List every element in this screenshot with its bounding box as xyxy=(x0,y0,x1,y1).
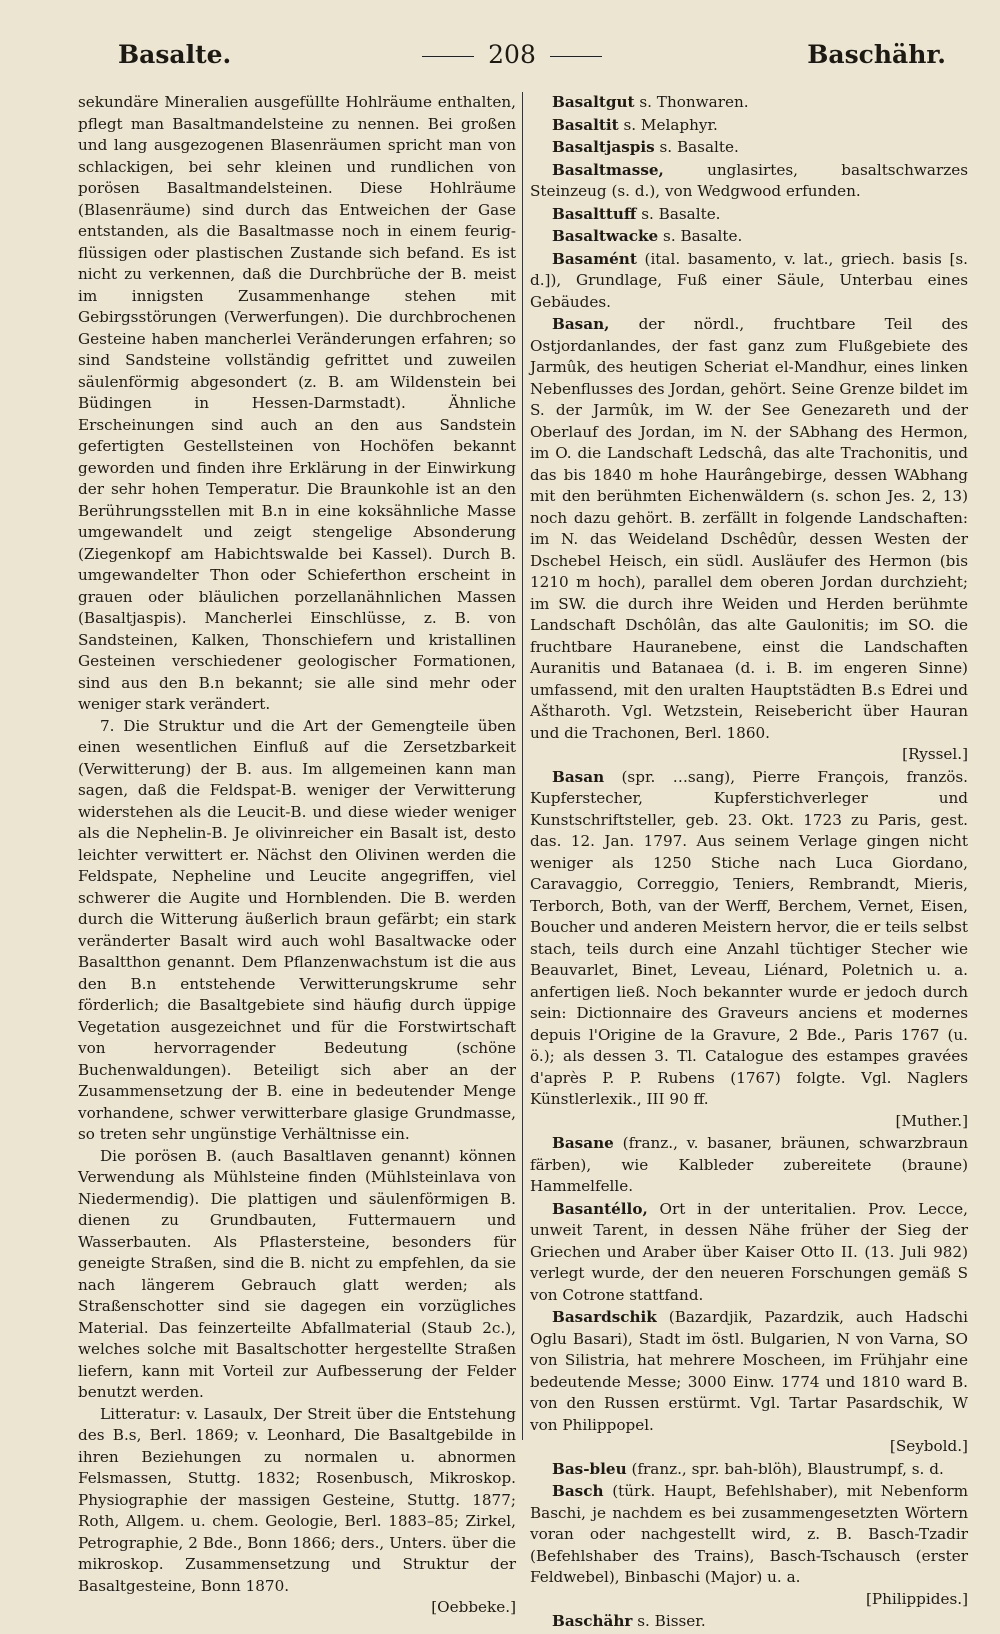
headword: Baschähr xyxy=(552,1612,633,1630)
entry-text: (ital. basamento, v. lat., griech. basis [s. d.]), Grundlage, Fuß einer Säule, Unterbau eines Gebäudes. xyxy=(530,249,968,311)
entry-text: (spr. …sang), Pierre François, französ. Kupferstecher, Kupferstichverleger und Kunstschriftsteller, geb. 23. Okt. 1723 zu Paris, gest. das. 12. Jan. 1797. Aus seinem Verlage gingen nicht weniger als 1250 Stiche nach Luca Giordano, Caravaggio, Correggio, Teniers, Rembrandt, Mieris, Terborch, Both, van der Werff, Berchem, Vernet, Eisen, Boucher und anderen Meistern hervor, die er teils selbst stach, teils durch eine Anzahl tüchtiger Stecher wie Beauvarlet, Binet, Leveau, Liénard, Poletnich u. a. anfertigen ließ. Noch bekannter wurde er jedoch durch sein: Dictionnaire des Graveurs anciens et modernes depuis l'Origine de la Gravure, 2 Bde., Paris 1767 (u. ö.); als dessen 3. Tl. Catalogue des estampes gravées d'après P. P. Rubens (1767) folgte. Vgl. Naglers Künstlerlexik., III 90 ff. xyxy=(530,767,968,1108)
author-signature: [Ryssel.] xyxy=(902,745,968,763)
author-signature: [Seybold.] xyxy=(889,1437,968,1455)
entry-text: (Bazardjik, Pazardzik, auch Hadschi Oglu Basari), Stadt im östl. Bulgarien, N von Varna, SO von Silistria, hat mehrere Moscheen, im Frühjahr eine bedeutende Messe; 3000 Einw. 1774 und 1810 ward B. von den Russen erstürmt. Vgl. Tartar Pasardschik, W von Philippopel. xyxy=(530,1308,968,1434)
entry-basardschik xyxy=(530,1307,968,1458)
entry-basane xyxy=(530,1133,968,1198)
entry-baschaehr xyxy=(530,1611,968,1633)
headword: Basan xyxy=(552,767,605,786)
headword: Basardschik xyxy=(552,1308,657,1326)
right-column xyxy=(530,92,968,1634)
author-signature: [Oebbeke.] xyxy=(431,1598,516,1616)
left-catchword: Basalte. xyxy=(118,40,232,69)
paragraph-blasenraeume: sekundäre Mineralien ausgefüllte Hohlräume enthalten, pflegt man Basaltmandelsteine zu nennen. Bei großen und lang ausgezogenen Blasenräumen spricht man von schlackigen, bei sehr kleinen und rundlichen von porösen Basaltmandelsteinen. Diese Hohlräume (Blasenräume) sind durch das Entweichen der Gase entstanden, als die Basaltmasse noch in einem feurig-flüssigen oder plastischen Zustande sich befand. Es ist nicht zu verkennen, daß die Durchbrüche der B. meist im innigsten Zusammenhange stehen mit Gebirgsstörungen (Verwerfungen). Die durchbrochenen Gesteine haben mancherlei Veränderungen erfahren; so sind Sandsteine vollständig gefrittet und zuweilen säulenförmig abgesondert (z. B. am Wildenstein bei Büdingen in Hessen-Darmstadt). Ähnliche Erscheinungen sind auch an den aus Sandstein gefertigten Gestellsteinen von Hochöfen bekannt geworden und finden ihre Erklärung in der Einwirkung der sehr hohen Temperatur. Die Braunkohle ist an den Berührungsstellen mit B.n in eine koksähnliche Masse umgewandelt und zeigt stengelige Absonderung (Ziegenkopf am Habichtswalde bei Kassel). Durch B. umgewandelter Thon oder Schieferthon erscheint in grauen oder bläulichen porzellanähnlichen Massen (Basaltjaspis). Mancherlei Einschlüsse, z. B. von Sandsteinen, Kalken, Thonschiefern und kristallinen Gesteinen verschiedener geologischer Formationen, sind aus den B.n bekannt; sie alle sind mehr oder weniger stark verändert. xyxy=(78,93,516,713)
headword: Basaltgut xyxy=(552,93,635,111)
entry-text: (franz., v. basaner, bräunen, schwarzbraun färben), wie Kalbleder zubereitete (braune) Hammelfelle. xyxy=(530,1134,968,1195)
entry-text: s. Thonwaren. xyxy=(634,93,749,111)
entry-text: (franz., spr. bah-blöh), Blaustrumpf, s. d. xyxy=(626,1459,944,1478)
entry-basalttuff xyxy=(530,204,968,226)
author-signature: [Philippides.] xyxy=(865,1589,968,1608)
author-signature: [Muther.] xyxy=(895,1111,968,1130)
entry-text: der nördl., fruchtbare Teil des Ostjordanlandes, der fast ganz zum Flußgebiete des Jarmûk, des heutigen Scheriat el-Mandhur, eines linken Nebenflusses des Jordan, gehört. Seine Grenze bildet im S. der Jarmûk, im W. der See Genezareth und der Oberlauf des Jordan, im N. der SAbhang des Hermon, im O. die Landschaft Ledschâ, das alte Trachonitis, und das bis 1840 m hohe Haurângebirge, dessen WAbhang mit den berühmten Eichenwäldern (s. schon Jes. 2, 13) noch dazu gehört. B. zerfällt in folgende Landschaften: im N. das Weideland Dschêdûr, dessen Westen der Dschebel Heisch, ein südl. Ausläufer des Hermon (bis 1210 m hoch), parallel dem oberen Jordan durchzieht; im SW. die durch ihre Weiden und Herden berühmte Landschaft Dschôlân, das alte Gaulonitis; im SO. die fruchtbare Hauranebene, einst die Landschaften Auranitis und Batanaea (d. i. B. im engeren Sinne) umfassend, mit den uralten Hauptstädten B.s Edrei und Aštharoth. Vgl. Wetzstein, Reisebericht über Hauran und die Trachonen, Berl. 1860. xyxy=(530,315,968,742)
left-column xyxy=(78,92,516,1619)
column-divider xyxy=(522,92,523,1440)
headword: Basane xyxy=(552,1134,614,1152)
entry-basch xyxy=(530,1481,968,1610)
entry-text: s. Basalte. xyxy=(636,204,721,223)
entry-basantello xyxy=(530,1199,968,1307)
entry-bas-bleu xyxy=(530,1459,968,1481)
header-rule-left xyxy=(422,56,474,57)
page-number: 208 xyxy=(488,40,536,69)
right-catchword: Baschähr. xyxy=(807,40,946,69)
entry-text: s. Melaphyr. xyxy=(618,115,718,134)
entry-basaltjaspis xyxy=(530,137,968,159)
paragraph-litteratur: Litteratur: v. Lasaulx, Der Streit über die Entstehung des B.s, Berl. 1869; v. Leonhard, Die Basaltgebilde in ihren Beziehungen zu normalen u. abnormen Felsmassen, Stuttg. 1832; Rosenbusch, Mikroskop. Physiographie der massigen Gesteine, Stuttg. 1877; Roth, Allgem. u. chem. Geologie, Berl. 1883–85; Zirkel, Petrographie, 2 Bde., Bonn 1866; ders., Unters. über die mikroskop. Zusammensetzung und Struktur der Basaltgesteine, Bonn 1870. xyxy=(78,1404,516,1595)
headword: Basalttuff xyxy=(552,204,637,223)
headword: Basaltjaspis xyxy=(552,138,655,156)
entry-text: s. Basalte. xyxy=(654,138,739,156)
entry-basaltmasse xyxy=(530,160,968,203)
headword: Basch xyxy=(552,1482,604,1500)
headword: Basantéllo, xyxy=(552,1199,648,1218)
entry-text: (türk. Haupt, Befehlshaber), mit Nebenform Baschi, je nachdem es bei zusammengesetzten Wörtern voran oder nachgestellt wird, z. B. Basch-Tzadir (Befehlshaber des Trains), Basch-Tschausch (erster Feldwebel), Binbaschi (Major) u. a. xyxy=(530,1482,968,1586)
page-header xyxy=(78,40,946,84)
entry-text: unglasirtes, basaltschwarzes Steinzeug (s. d.), von Wedgwood erfunden. xyxy=(530,160,968,200)
paragraph-verwendung: Die porösen B. (auch Basaltlaven genannt) können Verwendung als Mühlsteine finden (Mühlsteinlava von Niedermendig). Die plattigen und säulenförmigen B. dienen zu Grundbauten, Futtermauern und Wasserbauten. Als Pflastersteine, besonders für geneigte Straßen, sind die B. nicht zu empfehlen, da sie nach längerem Gebrauch glatt werden; als Straßenschotter sind sie dagegen ein vorzügliches Material. Das feinzerteilte Abfallmaterial (Staub 2c.), welches solche mit Basaltschotter hergestellte Straßen liefern, kann mit Vorteil zur Aufbesserung der Felder benutzt werden. xyxy=(78,1146,516,1401)
entry-text: Ort in der unteritalien. Prov. Lecce, unweit Tarent, in dessen Nähe früher der Sieg der Griechen und Araber über Kaiser Otto II. (13. Juli 982) verlegt wurde, der den neueren Forschungen gemäß S von Cotrone stattfand. xyxy=(530,1199,968,1304)
entry-basaltgut xyxy=(530,92,968,114)
entry-basan-region xyxy=(530,314,968,766)
entry-text: s. Bisser. xyxy=(632,1612,706,1630)
headword: Basamént xyxy=(552,249,637,268)
headword: Basaltmasse, xyxy=(552,160,664,179)
header-rule-right xyxy=(550,56,602,57)
entry-basament xyxy=(530,249,968,314)
entry-basaltwacke xyxy=(530,226,968,248)
headword: Bas-bleu xyxy=(552,1459,627,1478)
headword: Basaltit xyxy=(552,115,619,134)
entry-text: s. Basalte. xyxy=(658,227,743,245)
entry-basaltit xyxy=(530,115,968,137)
headword: Basan, xyxy=(552,315,610,333)
headword: Basaltwacke xyxy=(552,227,659,245)
paragraph-verwitterung: 7. Die Struktur und die Art der Gemengteile üben einen wesentlichen Einfluß auf die Zersetzbarkeit (Verwitterung) der B. aus. Im allgemeinen kann man sagen, daß die Feldspat-B. weniger der Verwitterung widerstehen als die Leucit-B. und diese wieder weniger als die Nephelin-B. Je olivinreicher ein Basalt ist, desto leichter verwittert er. Nächst den Olivinen werden die Feldspate, Nepheline und Leucite angegriffen, viel schwerer die Augite und Hornblenden. Die B. werden durch die Witterung äußerlich braun gefärbt; ein stark veränderter Basalt wird auch wohl Basaltwacke oder Basaltthon genannt. Dem Pflanzenwachstum ist die aus den B.n entstehende Verwitterungskrume sehr förderlich; die Basaltgebiete sind häufig durch üppige Vegetation ausgezeichnet und für die Forstwirtschaft von hervorragender Bedeutung (schöne Buchenwaldungen). Beteiligt sich aber an der Zusammensetzung der B. eine in bedeutender Menge vorhandene, schwer verwitterbare glasige Grundmasse, so treten sehr ungünstige Verhältnisse ein. xyxy=(78,716,516,1143)
entry-basan-person xyxy=(530,767,968,1133)
